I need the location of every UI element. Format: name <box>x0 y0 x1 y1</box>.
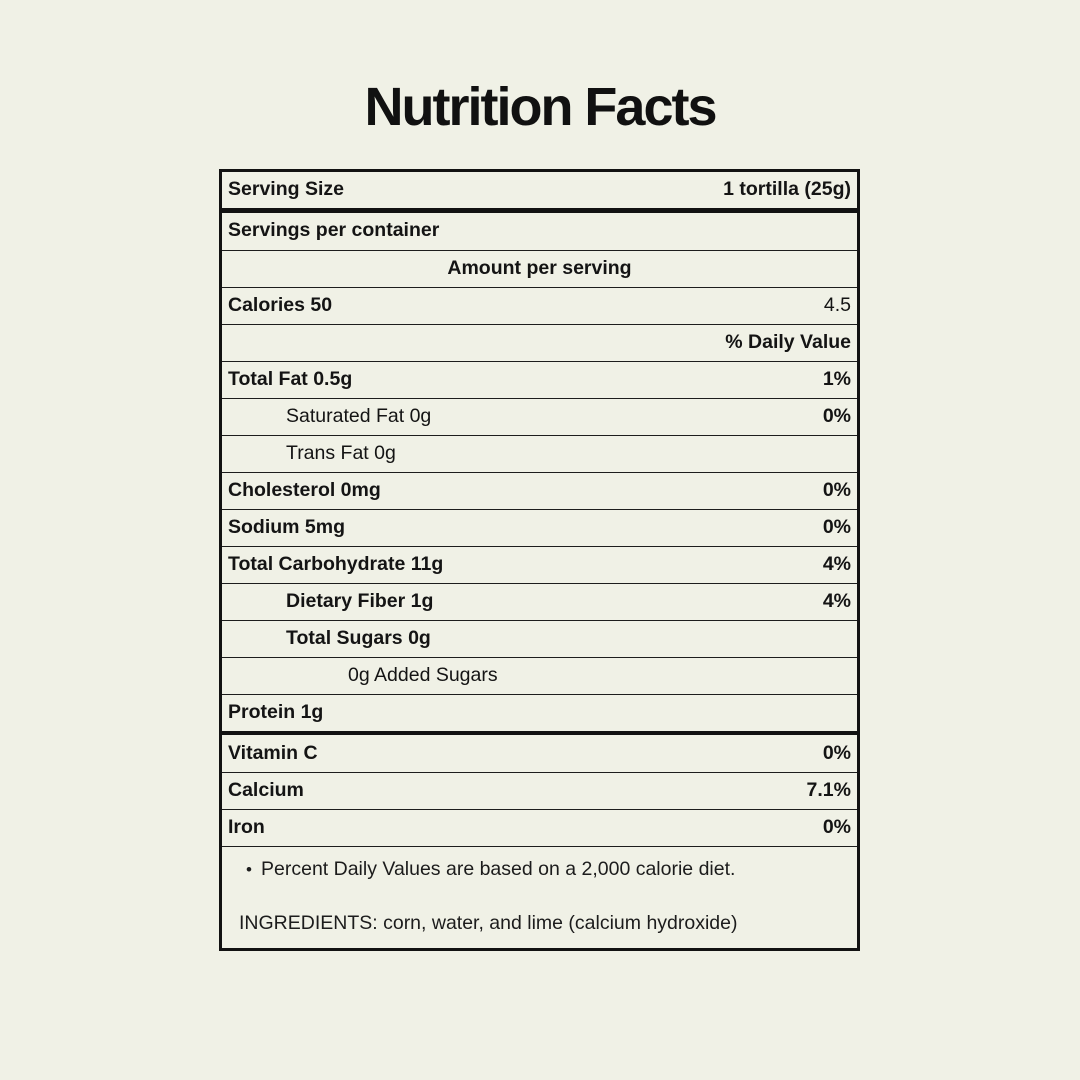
row-value: 1 tortilla (25g) <box>723 178 851 201</box>
page-title: Nutrition Facts <box>364 77 716 137</box>
row-total-carbohydrate <box>222 546 857 583</box>
row-total-sugars <box>222 620 857 657</box>
row-label: Protein 1g <box>228 700 324 723</box>
row-label: Total Carbohydrate 11g <box>228 552 444 575</box>
row-value: 4% <box>822 589 851 612</box>
nutrition-rows <box>222 172 857 846</box>
row-value: 0% <box>822 816 851 839</box>
row-amount-per-serving <box>222 250 857 287</box>
daily-value-note-text: Percent Daily Values are based on a 2,000 calorie diet. <box>261 858 736 880</box>
row-value: 1% <box>822 367 851 390</box>
row-iron <box>222 809 857 846</box>
row-added-sugars <box>222 657 857 694</box>
row-value: % Daily Value <box>725 330 851 353</box>
row-value: 4% <box>822 552 851 575</box>
row-trans-fat <box>222 435 857 472</box>
row-calories <box>222 287 857 324</box>
row-saturated-fat <box>222 398 857 435</box>
row-label: Total Sugars 0g <box>286 626 431 649</box>
row-total-fat <box>222 361 857 398</box>
row-label: 0g Added Sugars <box>348 663 498 686</box>
row-value: 0% <box>822 515 851 538</box>
row-label: Saturated Fat 0g <box>286 404 432 427</box>
row-dietary-fiber <box>222 583 857 620</box>
nutrition-facts-label <box>219 169 860 951</box>
bullet-icon: • <box>246 860 252 879</box>
row-label: Vitamin C <box>228 741 318 764</box>
row-label: Calcium <box>228 779 304 802</box>
daily-value-note <box>237 858 847 881</box>
row-label: Dietary Fiber 1g <box>286 589 434 612</box>
row-sodium <box>222 509 857 546</box>
row-serving-size <box>222 172 857 208</box>
row-cholesterol <box>222 472 857 509</box>
row-label: Servings per container <box>228 219 440 242</box>
row-protein <box>222 694 857 731</box>
row-label: Calories 50 <box>228 293 333 316</box>
row-value: 0% <box>822 404 851 427</box>
row-label: Serving Size <box>228 178 344 201</box>
ingredients-text: INGREDIENTS: corn, water, and lime (calcium hydroxide) <box>239 912 738 934</box>
row-value: 0% <box>822 741 851 764</box>
row-label: Trans Fat 0g <box>286 441 396 464</box>
row-center-label: Amount per serving <box>447 256 632 279</box>
row-value: 4.5 <box>823 293 851 316</box>
row-label: Cholesterol 0mg <box>228 478 381 501</box>
label-footnote <box>222 846 857 948</box>
row-vitamin-c <box>222 735 857 772</box>
row-label: Iron <box>228 816 265 839</box>
row-value: 7.1% <box>806 779 851 802</box>
row-servings-per-container <box>222 213 857 250</box>
row-daily-value-header <box>222 324 857 361</box>
row-label: Total Fat 0.5g <box>228 367 353 390</box>
row-label: Sodium 5mg <box>228 515 346 538</box>
row-calcium <box>222 772 857 809</box>
row-value: 0% <box>822 478 851 501</box>
